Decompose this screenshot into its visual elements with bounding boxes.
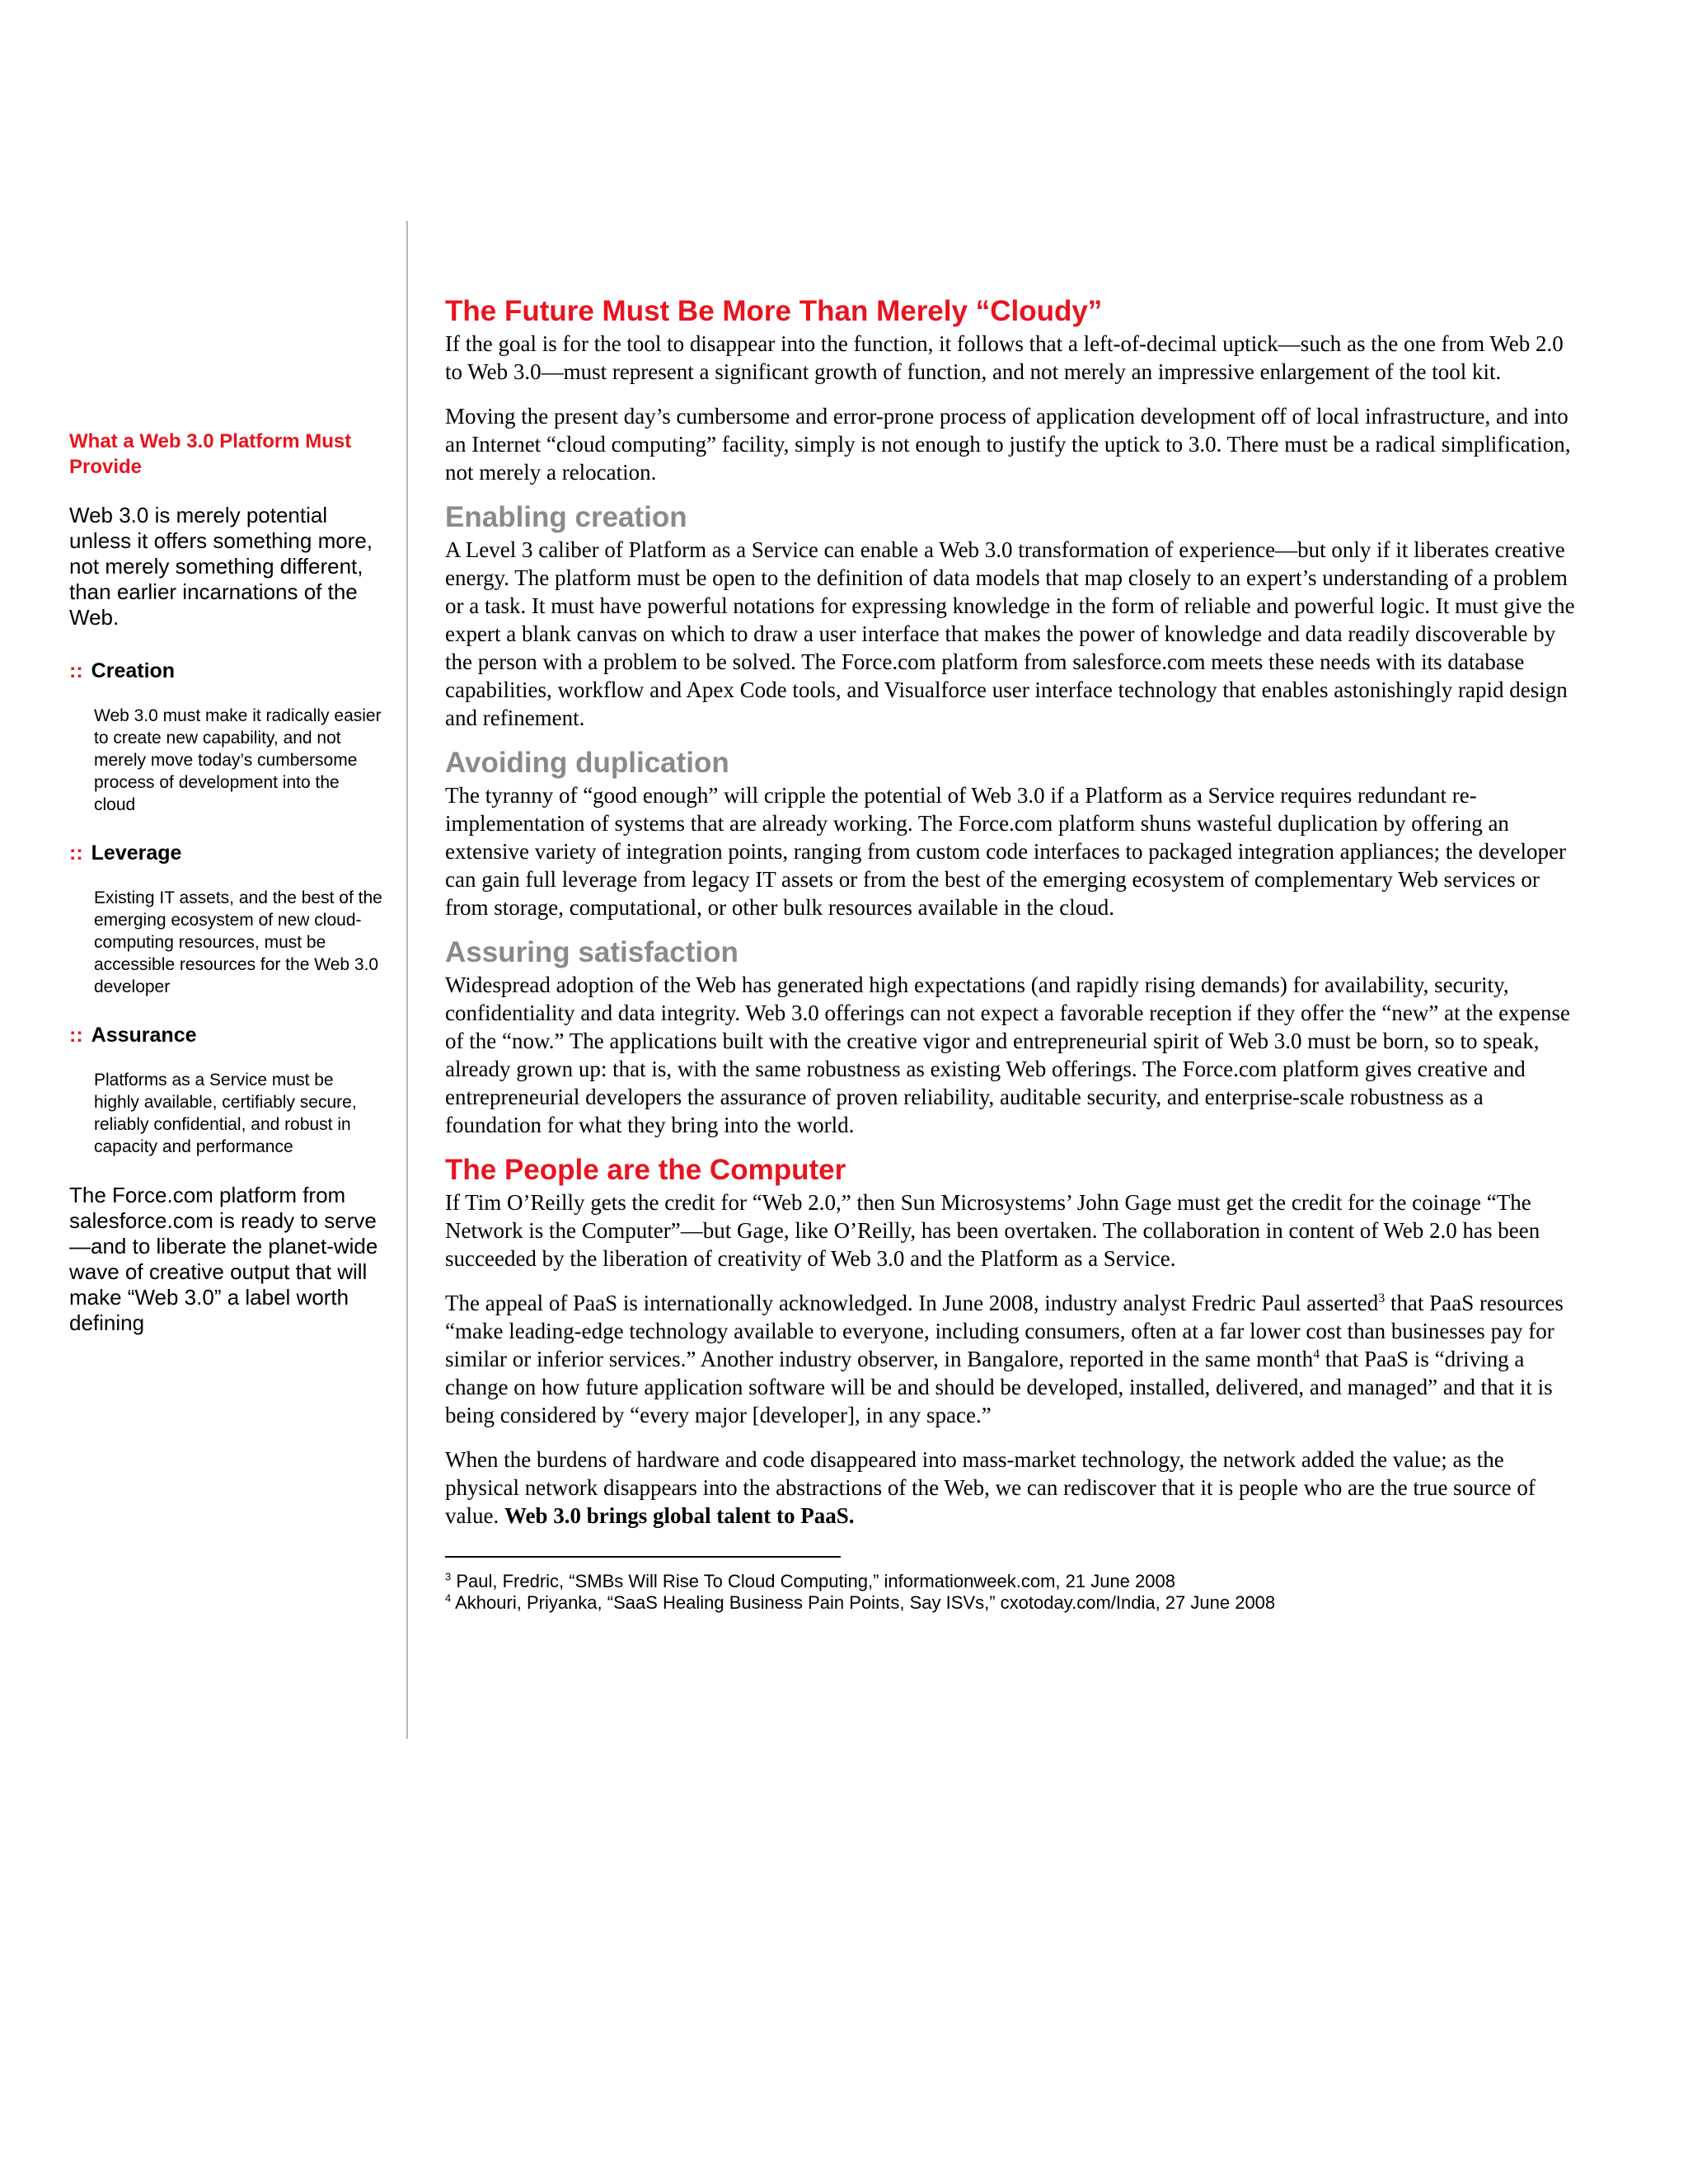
sidebar (69, 429, 382, 1336)
footnote-number: 3 (445, 1570, 452, 1583)
text-run: that PaaS is “driving a change on how future application software will be and should be developed, installed, delivered, and managed” and that it is being considered by “every major [developer], in any space.” (445, 1347, 1553, 1427)
paragraph: The tyranny of “good enough” will cripple the potential of Web 3.0 if a Platform as a Service requires redundant re-implementation of systems that are already working. The Force.com platform shuns wasteful duplication by offering an extensive variety of integration points, ranging from custom code interfaces to packaged integration appliances; the developer can gain full leverage from legacy IT assets or from the best of the emerging ecosystem of complementary Web services or from storage, computational, or other bulk resources available in the cloud. (445, 783, 1567, 920)
paragraph: If the goal is for the tool to disappear into the function, it follows that a left-of-decimal uptick—such as the one from Web 2.0 to Web 3.0—must represent a significant growth of function, and not merely an impressive enlargement of the tool kit. (445, 331, 1564, 384)
paragraph: Moving the present day’s cumbersome and error-prone process of application development off of local infrastructure, and into an Internet “cloud computing” facility, simply is not enough to justify the uptick to 3.0. There must be a radical simplification, not merely a relocation. (445, 404, 1571, 485)
sidebar-item-label: Assurance (91, 1024, 197, 1047)
footnote-ref: 4 (1313, 1347, 1320, 1361)
footnote-rule (445, 1556, 841, 1558)
section-title-cloudy: The Future Must Be More Than Merely “Cloudy” (445, 295, 1103, 327)
sidebar-item-creation-heading (69, 658, 382, 683)
bullet-glyph: :: (69, 659, 83, 682)
section-title-people: The People are the Computer (445, 1154, 846, 1186)
bullet-glyph: :: (69, 841, 83, 865)
sidebar-item-assurance-heading (69, 1023, 382, 1047)
paragraph: Widespread adoption of the Web has generated high expectations (and rapidly rising demands) for availability, security, confidentiality and data integrity. Web 3.0 offerings can not expect a favorable reception if they offer the “new” at the expense of the “now.” The applications built with the creative vigor and entrepreneurial spirit of Web 3.0 must be born, so to speak, already grown up: that is, with the same robustness as existing Web offerings. The Force.com platform gives creative and entrepreneurial developers the assurance of proven reliability, auditable security, and enterprise-scale robustness as a foundation for what they bring into the world. (445, 972, 1571, 1137)
paragraph: A Level 3 caliber of Platform as a Service can enable a Web 3.0 transformation of experience—but only if it liberates creative energy. The platform must be open to the definition of data models that map closely to an expert’s understanding of a problem or a task. It must have powerful notations for expressing knowledge in the form of reliable and powerful logic. It must give the expert a blank canvas on which to draw a user interface that makes the power of knowledge and data readily discoverable by the person with a problem to be solved. The Force.com platform from salesforce.com meets these needs with its database capabilities, workflow and Apex Code tools, and Visualforce user interface technology that enables astonishingly rapid design and refinement. (445, 537, 1575, 730)
column-divider (406, 221, 408, 1739)
footnote-number: 4 (445, 1591, 452, 1605)
sidebar-item-leverage-heading (69, 841, 382, 865)
text-run: The appeal of PaaS is internationally acknowledged. In June 2008, industry analyst Fredric Paul asserted (445, 1291, 1379, 1315)
sidebar-item-assurance-body: Platforms as a Service must be highly available, certifiably secure, reliably confidential, and robust in capacity and performance (94, 1071, 357, 1156)
paragraph: If Tim O’Reilly gets the credit for “Web 2.0,” then Sun Microsystems’ John Gage must get the credit for the coinage “The Network is the Computer”—but Gage, like O’Reilly, has been overtaken. The collaboration in content of Web 2.0 has been succeeded by the liberation of creativity of Web 3.0 and the Platform as a Service. (445, 1190, 1540, 1271)
sidebar-intro: Web 3.0 is merely potential unless it offers something more, not merely something different, than earlier incarnations of the Web. (69, 503, 373, 630)
paragraph-paas-appeal (445, 1289, 1582, 1429)
bullet-glyph: :: (69, 1024, 83, 1047)
footnote-text: Paul, Fredric, “SMBs Will Rise To Cloud Computing,” informationweek.com, 21 June 2008 (451, 1571, 1175, 1591)
sidebar-item-leverage-body: Existing IT assets, and the best of the emerging ecosystem of new cloud-computing resources, must be accessible resources for the Web 3.0 developer (94, 888, 382, 996)
subsection-title-avoiding: Avoiding duplication (445, 747, 729, 779)
sidebar-item-creation-body: Web 3.0 must make it radically easier to create new capability, and not merely move today’s cumbersome process of development into the cloud (94, 706, 382, 814)
main-content (445, 295, 1582, 1614)
footnote (445, 1571, 1582, 1592)
sidebar-item-label: Leverage (91, 841, 182, 865)
footnote (445, 1592, 1582, 1614)
subsection-title-assuring: Assuring satisfaction (445, 936, 738, 968)
sidebar-outro: The Force.com platform from salesforce.com is ready to serve—and to liberate the planet-wide wave of creative output that will make “Web 3.0” a label worth defining (69, 1183, 378, 1335)
footnote-text: Akhouri, Priyanka, “SaaS Healing Business Pain Points, Say ISVs,” cxotoday.com/India, 27 June 2008 (451, 1592, 1276, 1613)
sidebar-item-label: Creation (91, 659, 176, 682)
text-run: When the burdens of hardware and code disappeared into mass-market technology, the network added the value; as the physical network disappears into the abstractions of the Web, we can rediscover that it is people who are the true source of value. (445, 1447, 1536, 1528)
subsection-title-enabling: Enabling creation (445, 501, 687, 533)
footnote-ref: 3 (1378, 1291, 1386, 1305)
bold-conclusion: Web 3.0 brings global talent to PaaS. (504, 1503, 855, 1528)
paragraph-conclusion (445, 1446, 1582, 1530)
sidebar-title: What a Web 3.0 Platform Must Provide (69, 430, 352, 478)
text-run: that PaaS resources “make leading-edge technology available to everyone, including consumers, often at a far lower cost than businesses pay for similar or inferior services.” Another industry observer, in Bangalore, reported in the same month (445, 1291, 1564, 1371)
